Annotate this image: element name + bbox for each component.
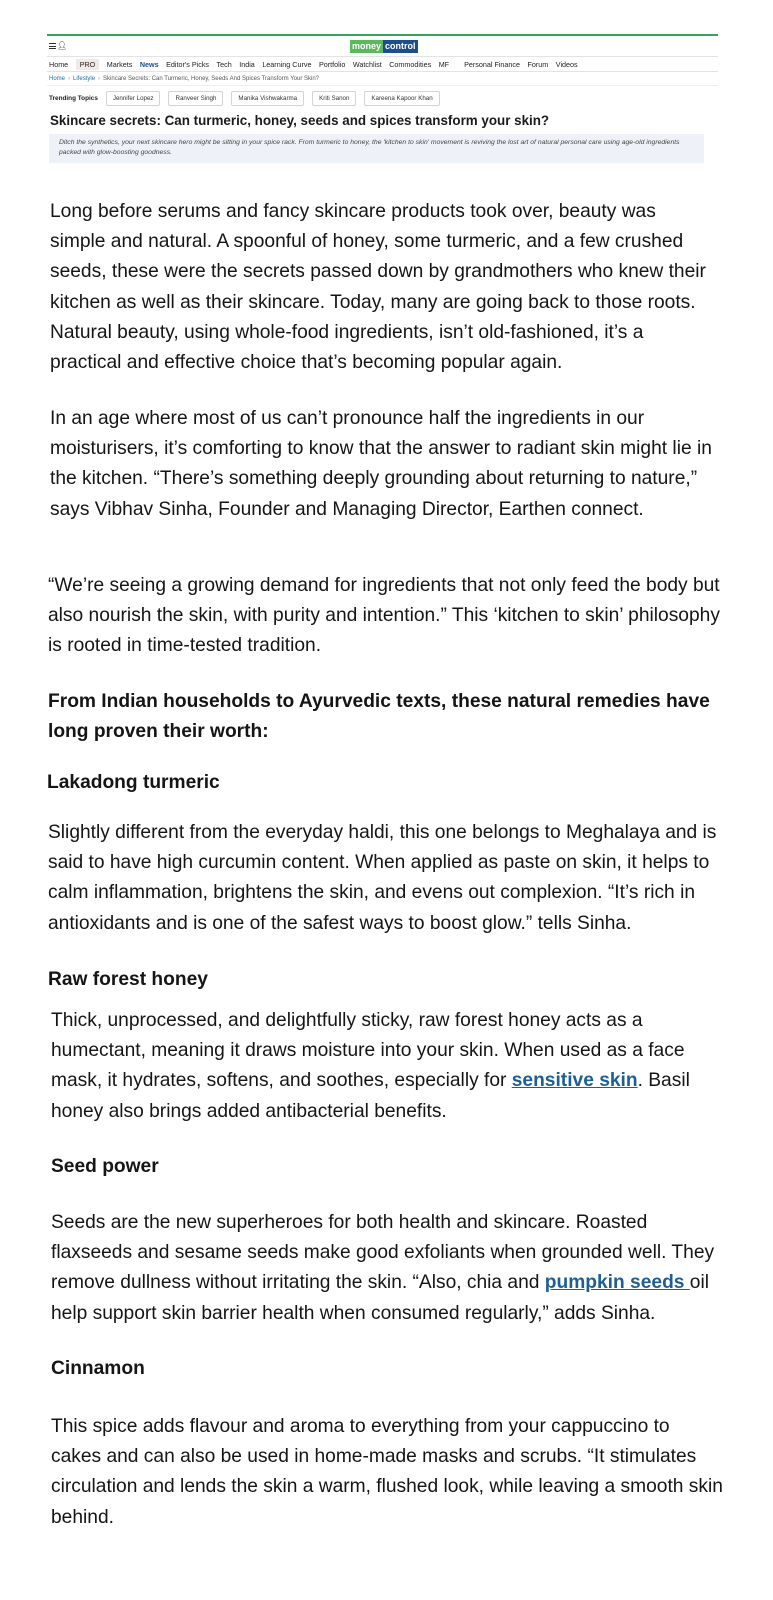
nav-markets[interactable]: Markets [106, 59, 133, 69]
main-navigation [47, 56, 718, 72]
nav-watchlist[interactable]: Watchlist [352, 59, 382, 69]
nav-personal-finance[interactable]: Personal Finance [464, 59, 521, 69]
breadcrumb [47, 72, 718, 86]
link-pumpkin-seeds[interactable]: pumpkin seeds [544, 1272, 690, 1294]
trending-chip[interactable]: Ranveer Singh [168, 91, 223, 106]
trending-label: Trending Topics [49, 94, 98, 102]
nav-videos[interactable]: Videos [555, 59, 578, 69]
paragraph-kitchen: In an age where most of us can’t pronounce half the ingredients in our moisturisers, it’s comforting to know that the answer to radiant skin might lie in the kitchen. “There’s something deeply grounding about returning to nature,” says Vibhav Sinha, Founder and Managing Director, Earthen connect. [50, 408, 712, 520]
nav-pro[interactable]: PRO [76, 59, 100, 70]
paragraph-quote: “We’re seeing a growing demand for ingredients that not only feed the body but also nourish the skin, with purity and intention.” This ‘kitchen to skin’ philosophy is rooted in time-tested tradition. [48, 575, 720, 657]
link-sensitive-skin[interactable]: sensitive skin [511, 1070, 638, 1092]
article-headline: Skincare secrets: Can turmeric, honey, seeds and spices transform your skin? [50, 113, 550, 128]
top-bar [47, 34, 718, 56]
breadcrumb-home[interactable]: Home [49, 75, 66, 82]
nav-portfolio[interactable]: Portfolio [318, 59, 346, 69]
nav-learning-curve[interactable]: Learning Curve [262, 59, 312, 69]
breadcrumb-separator-icon: › [68, 75, 71, 82]
paragraph-turmeric: Slightly different from the everyday haldi, this one belongs to Meghalaya and is said to have high curcumin content. When applied as paste on skin, it helps to calm inflammation, brightens the skin, and evens out complexion. “It’s rich in antioxidants and is one of the safest ways to boost glow.” tells Sinha. [48, 822, 717, 934]
trending-chip[interactable]: Kriti Sanon [312, 91, 356, 106]
nav-commodities[interactable]: Commodities [389, 59, 432, 69]
trending-chip[interactable]: Manika Vishwakarma [231, 91, 304, 106]
moneycontrol-logo[interactable]: money control [352, 41, 416, 51]
nav-tech[interactable]: Tech [216, 59, 232, 69]
paragraph-honey: Thick, unprocessed, and delightfully sticky, raw forest honey acts as a humectant, meaning it draws moisture into your skin. When used as a face mask, it hydrates, softens, and soothes, especially for sensitive skin. Basil honey also brings added antibacterial benefits. [51, 1010, 690, 1122]
nav-forum[interactable]: Forum [527, 59, 549, 69]
paragraph-seeds: Seeds are the new superheroes for both health and skincare. Roasted flaxseeds and sesame seeds make good exfoliants when grounded well. They remove dullness without irritating the skin. “Also, chia and pumpkin seeds oil help support skin barrier health when consumed regularly,” adds Sinha. [51, 1212, 715, 1324]
remedies-intro-heading: From Indian households to Ayurvedic texts, these natural remedies have long proven their worth: [48, 691, 710, 743]
article-summary: Ditch the synthetics, your next skincare hero might be sitting in your spice rack. From turmeric to honey, the 'kitchen to skin' movement is reviving the lost art of natural personal care using age-old ingredients packed with glow-boosting goodness. [49, 134, 704, 163]
trending-chip[interactable]: Kareena Kapoor Khan [364, 91, 439, 106]
trending-chip[interactable]: Jennifer Lopez [106, 91, 161, 106]
breadcrumb-lifestyle[interactable]: Lifestyle [73, 75, 96, 82]
user-icon[interactable]: 👤︎ [57, 41, 68, 50]
nav-mf[interactable]: MF [438, 59, 450, 69]
heading-seed-power: Seed power [51, 1156, 159, 1177]
heading-lakadong-turmeric: Lakadong turmeric [47, 772, 220, 793]
trending-topics [47, 86, 718, 110]
article-header-screenshot [47, 34, 718, 172]
breadcrumb-separator-icon: › [98, 75, 101, 82]
nav-india[interactable]: India [239, 59, 255, 69]
nav-editors-picks[interactable]: Editor's Picks [166, 59, 210, 69]
nav-home[interactable]: Home [49, 59, 69, 69]
paragraph-intro: Long before serums and fancy skincare products took over, beauty was simple and natural. A spoonful of honey, some turmeric, and a few crushed seeds, these were the secrets passed down by grandmothers who knew their kitchen as well as their skincare. Today, many are going back to those roots. Natural beauty, using whole-food ingredients, isn’t old-fashioned, it’s a practical and effective choice that’s becoming popular again. [50, 201, 706, 374]
hamburger-menu-icon[interactable] [49, 42, 67, 50]
paragraph-cinnamon: This spice adds flavour and aroma to everything from your cappuccino to cakes and can also be used in home-made masks and scrubs. “It stimulates circulation and lends the skin a warm, flushed look, while leaving a smooth skin behind. [51, 1416, 723, 1528]
heading-cinnamon: Cinnamon [51, 1358, 145, 1379]
heading-raw-forest-honey: Raw forest honey [48, 969, 208, 990]
nav-news[interactable]: News [139, 59, 159, 69]
breadcrumb-current: Skincare Secrets: Can Turmeric, Honey, Seeds And Spices Transform Your Skin? [103, 75, 320, 82]
